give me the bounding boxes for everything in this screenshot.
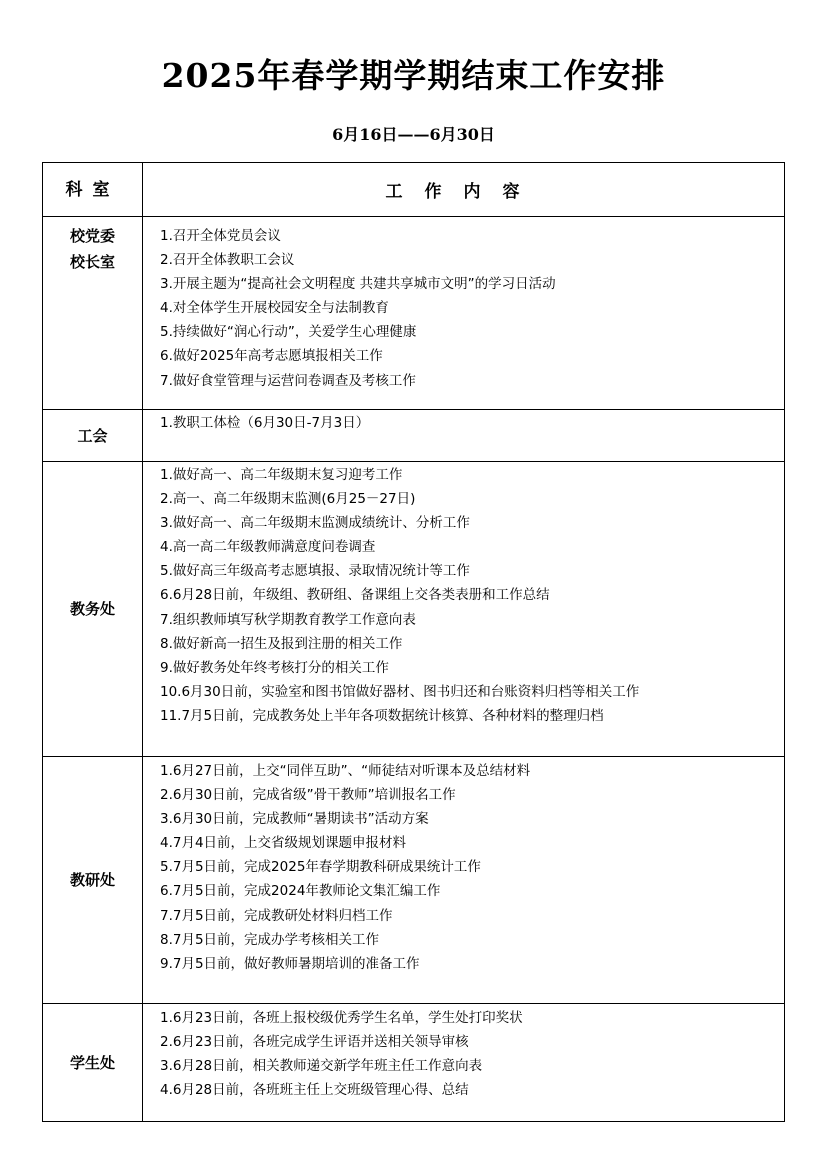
task-item: 3.开展主题为“提高社会文明程度 共建共享城市文明”的学习日活动 <box>160 276 556 293</box>
task-item: 5.做好高三年级高考志愿填报、录取情况统计等工作 <box>160 563 470 580</box>
content-cell <box>143 462 784 756</box>
task-item: 4.对全体学生开展校园安全与法制教育 <box>160 300 389 317</box>
header-dept: 科室 <box>43 163 143 216</box>
task-item: 1.召开全体党员会议 <box>160 228 281 244</box>
schedule-table <box>42 162 785 1122</box>
date-range: 6月16日——6月30日 <box>332 125 495 144</box>
header-content: 工作内容 <box>385 182 542 202</box>
task-item: 8.做好新高一招生及报到注册的相关工作 <box>160 635 403 652</box>
task-item: 4.7月4日前，上交省级规划课题申报材料 <box>160 835 407 852</box>
task-item: 4.高一高二年级教师满意度问卷调查 <box>160 539 376 556</box>
task-item: 2.高一、高二年级期末监测(6月25－27日) <box>160 491 416 508</box>
task-list <box>143 462 784 728</box>
task-item: 3.6月30日前，完成教师“暑期读书”活动方案 <box>160 811 429 828</box>
task-item: 2.6月23日前，各班完成学生评语并送相关领导审核 <box>160 1034 469 1051</box>
task-item: 1.教职工体检（6月30日-7月3日） <box>160 415 370 431</box>
task-item: 7.组织教师填写秋学期教育教学工作意向表 <box>160 611 416 628</box>
table-row-academic-affairs <box>43 461 784 756</box>
dept-label: 教务处 <box>69 600 115 618</box>
content-cell <box>143 217 784 409</box>
dept-cell <box>43 1004 143 1121</box>
task-item: 5.持续做好“润心行动”，关爱学生心理健康 <box>160 324 417 341</box>
task-item: 5.7月5日前，完成2025年春学期教科研成果统计工作 <box>160 859 481 876</box>
page-title: 2025年春学期学期结束工作安排 <box>161 56 666 95</box>
task-item: 2.6月30日前，完成省级”骨干教师”培训报名工作 <box>160 787 456 804</box>
dept-cell <box>43 462 143 756</box>
task-item: 7.7月5日前，完成教研处材料归档工作 <box>160 907 393 924</box>
content-cell <box>143 757 784 1003</box>
task-item: 3.做好高一、高二年级期末监测成绩统计、分析工作 <box>160 515 470 532</box>
table-row-student-affairs <box>43 1003 784 1121</box>
task-item: 4.6月28日前，各班班主任上交班级管理心得、总结 <box>160 1082 469 1099</box>
dept-label: 校党委 <box>69 227 115 245</box>
task-list <box>143 1004 784 1102</box>
task-item: 11.7月5日前，完成教务处上半年各项数据统计核算、各种材料的整理归档 <box>160 707 604 724</box>
content-cell <box>143 1004 784 1121</box>
task-item: 1.做好高一、高二年级期末复习迎考工作 <box>160 467 403 483</box>
task-item: 9.做好教务处年终考核打分的相关工作 <box>160 659 389 676</box>
table-row-party-principal <box>43 216 784 409</box>
dept-cell <box>43 217 143 409</box>
task-item: 1.6月27日前，上交“同伴互助”、“师徒结对听课本及总结材料 <box>160 763 531 779</box>
task-item: 6.7月5日前，完成2024年教师论文集汇编工作 <box>160 883 441 900</box>
task-item: 9.7月5日前，做好教师暑期培训的准备工作 <box>160 955 420 972</box>
task-list <box>143 217 784 393</box>
dept-cell <box>43 757 143 1003</box>
table-row-research <box>43 756 784 1003</box>
task-item: 1.6月23日前，各班上报校级优秀学生名单，学生处打印奖状 <box>160 1010 523 1026</box>
task-item: 6.做好2025年高考志愿填报相关工作 <box>160 348 383 365</box>
table-row-union <box>43 409 784 461</box>
dept-label: 校长室 <box>69 253 115 271</box>
table-header-row <box>43 163 784 216</box>
dept-label: 学生处 <box>69 1053 115 1072</box>
content-cell <box>143 410 784 461</box>
task-item: 6.6月28日前，年级组、教研组、备课组上交各类表册和工作总结 <box>160 587 550 604</box>
task-list <box>143 757 784 976</box>
dept-label: 教研处 <box>69 871 115 889</box>
task-item: 2.召开全体教职工会议 <box>160 252 295 269</box>
task-item: 7.做好食堂管理与运营问卷调查及考核工作 <box>160 372 416 389</box>
task-list <box>143 410 784 435</box>
dept-label: 工会 <box>77 426 108 445</box>
dept-cell <box>43 410 143 461</box>
task-item: 8.7月5日前，完成办学考核相关工作 <box>160 931 380 948</box>
task-item: 3.6月28日前，相关教师递交新学年班主任工作意向表 <box>160 1058 483 1075</box>
task-item: 10.6月30日前，实验室和图书馆做好器材、图书归还和台账资料归档等相关工作 <box>160 683 640 700</box>
